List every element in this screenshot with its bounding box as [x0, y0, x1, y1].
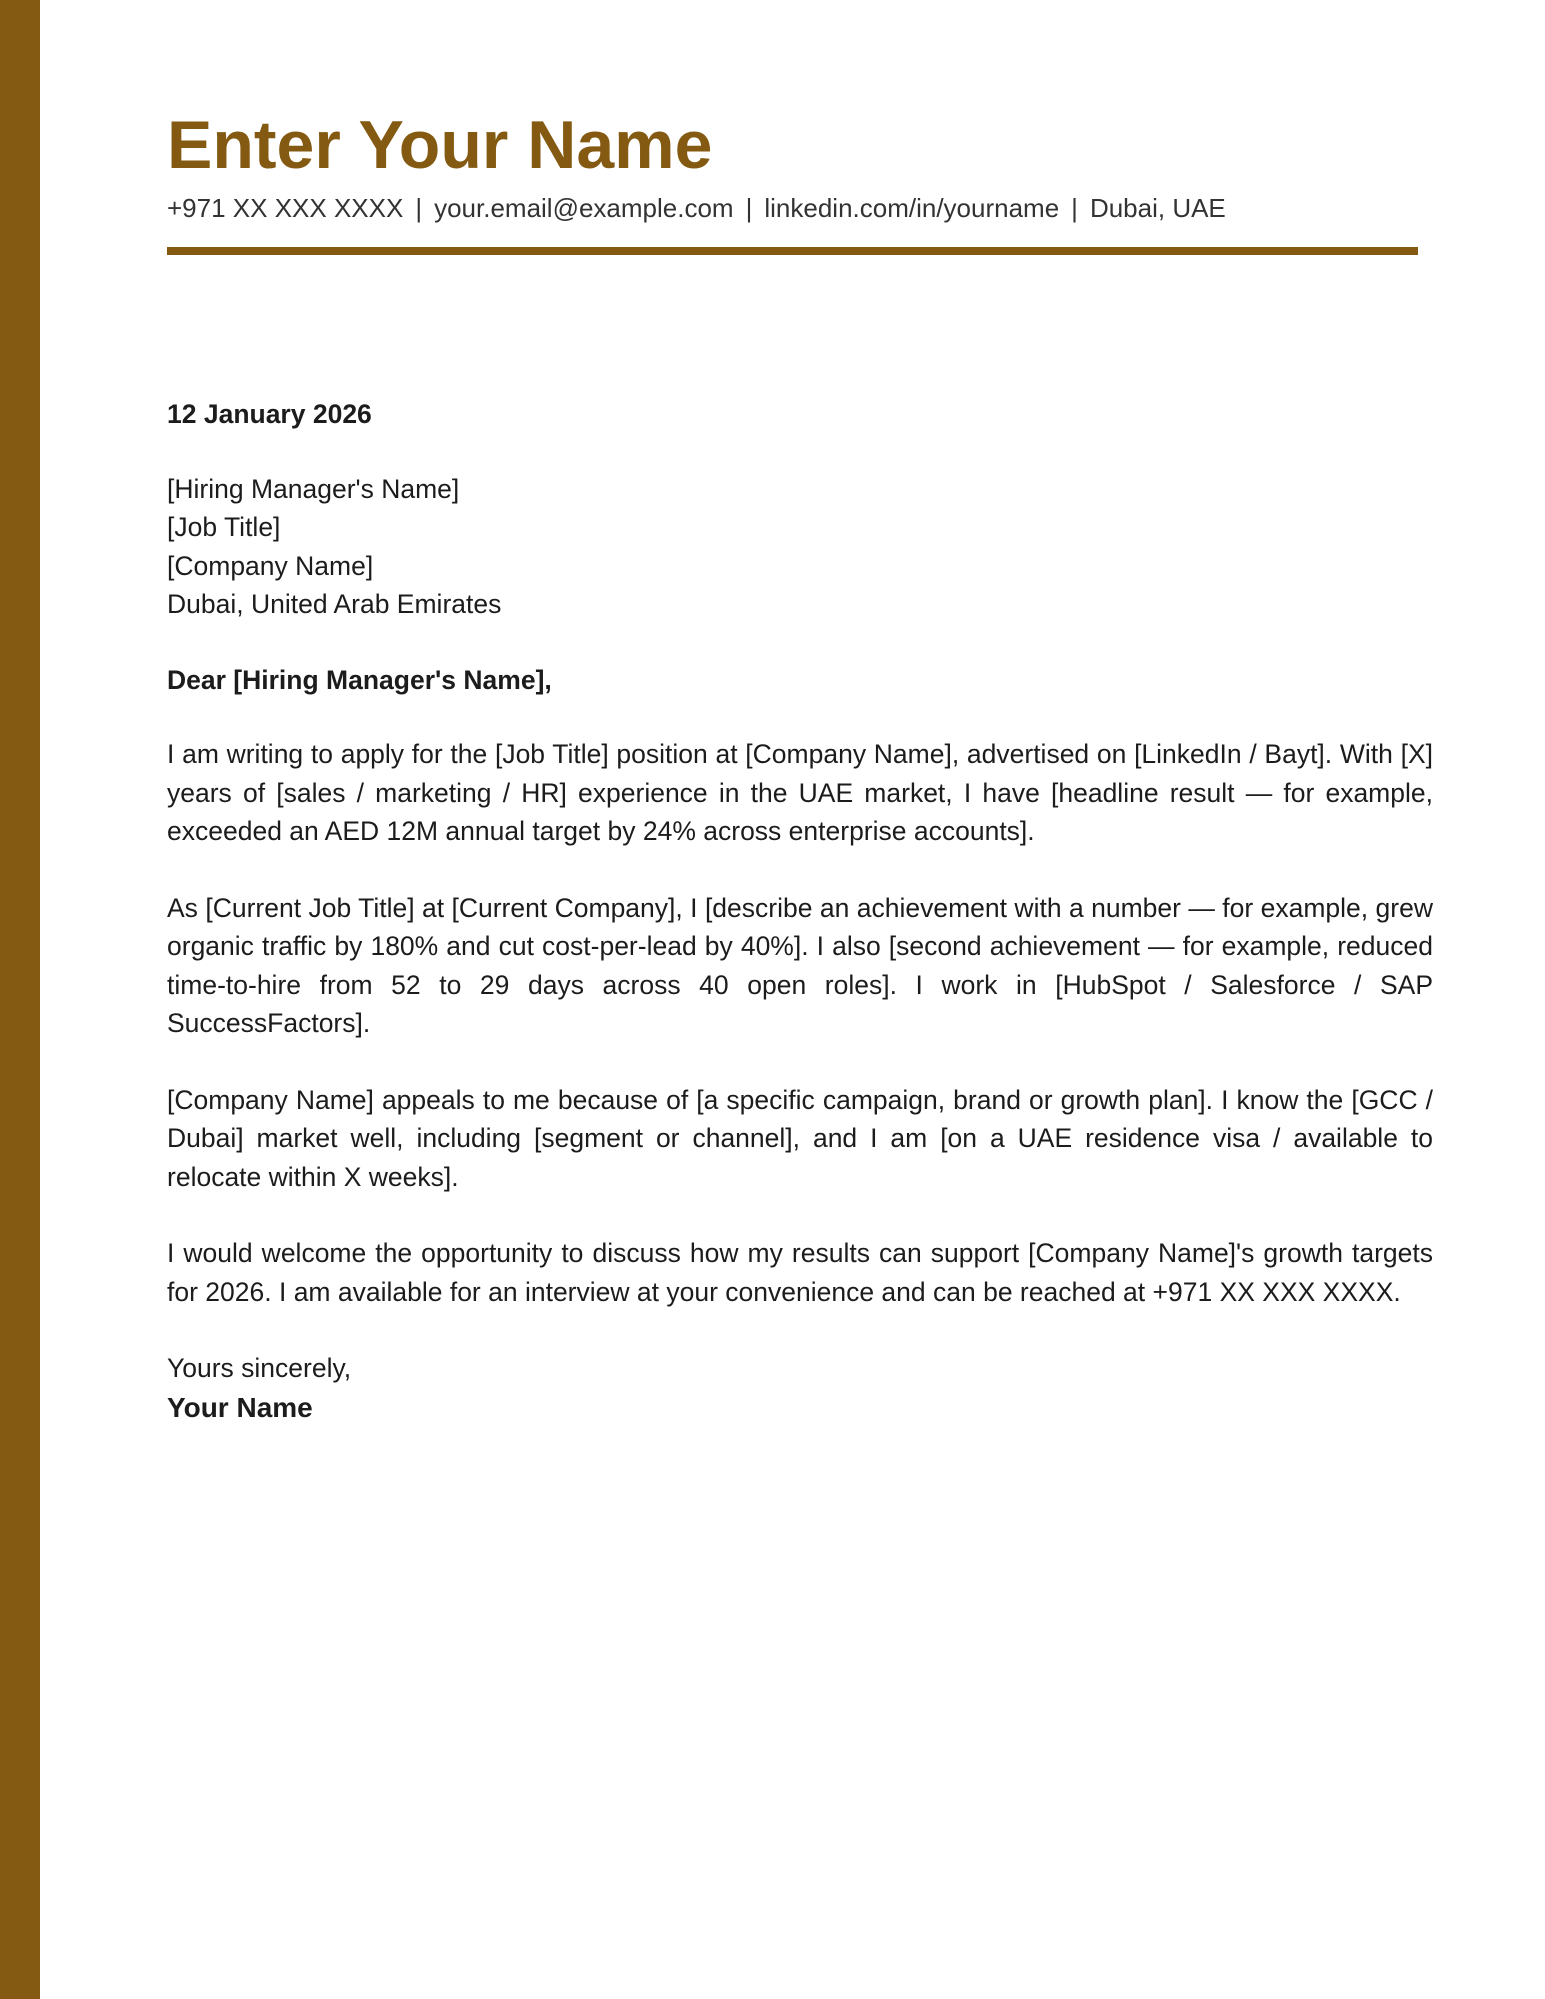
recipient-location: Dubai, United Arab Emirates	[167, 589, 502, 619]
contact-location: Dubai, UAE	[1089, 193, 1226, 223]
contact-linkedin: linkedin.com/in/yourname	[764, 193, 1060, 223]
letter-body	[167, 395, 1433, 1428]
contact-separator: |	[1071, 193, 1078, 223]
applicant-name: Enter Your Name	[167, 107, 713, 183]
sign-off	[167, 1349, 1433, 1428]
salutation: Dear [Hiring Manager's Name],	[167, 664, 552, 695]
recipient-job-title: [Job Title]	[167, 512, 281, 542]
recipient-address	[167, 470, 1433, 624]
contact-line	[167, 190, 1226, 226]
header-divider	[167, 247, 1418, 255]
recipient-name: [Hiring Manager's Name]	[167, 473, 460, 504]
left-accent-bar	[0, 0, 40, 1999]
contact-separator: |	[745, 193, 753, 223]
body-paragraph-1: I am writing to apply for the [Job Title] position at [Company Name], advertised on [LinkedIn / Bayt]. With [X] years of [sales / marketing / HR] experience in the UAE market, I have [headline result — for example, exceeded an AED 12M annual target by 24% across enterprise accounts].	[167, 739, 1433, 846]
contact-separator: |	[415, 193, 423, 223]
contact-phone: +971 XX XXX XXXX	[167, 193, 404, 223]
letter-date: 12 January 2026	[167, 399, 372, 429]
body-paragraph-3: [Company Name] appeals to me because of [a specific campaign, brand or growth plan]. I know the [GCC / Dubai] market well, including [segment or channel], and I am [on a UAE residence visa / available to relocate within X weeks].	[167, 1084, 1433, 1192]
closing-phrase: Yours sincerely,	[167, 1353, 352, 1383]
body-paragraph-4: I would welcome the opportunity to discuss how my results can support [Company Name]'s growth targets for 2026. I am available for an interview at your convenience and can be reached at +971 XX XXX XXXX.	[167, 1238, 1433, 1307]
recipient-company: [Company Name]	[167, 550, 374, 581]
contact-email: your.email@example.com	[434, 193, 734, 223]
body-paragraph-2: As [Current Job Title] at [Current Company], I [describe an achievement with a number — for example, grew organic traffic by 180% and cut cost-per-lead by 40%]. I also [second achievement — for example, reduced time-to-hire from 52 to 29 days across 40 open roles]. I work in [HubSpot / Salesforce / SAP SuccessFactors].	[167, 892, 1433, 1038]
signature-name: Your Name	[167, 1391, 313, 1423]
